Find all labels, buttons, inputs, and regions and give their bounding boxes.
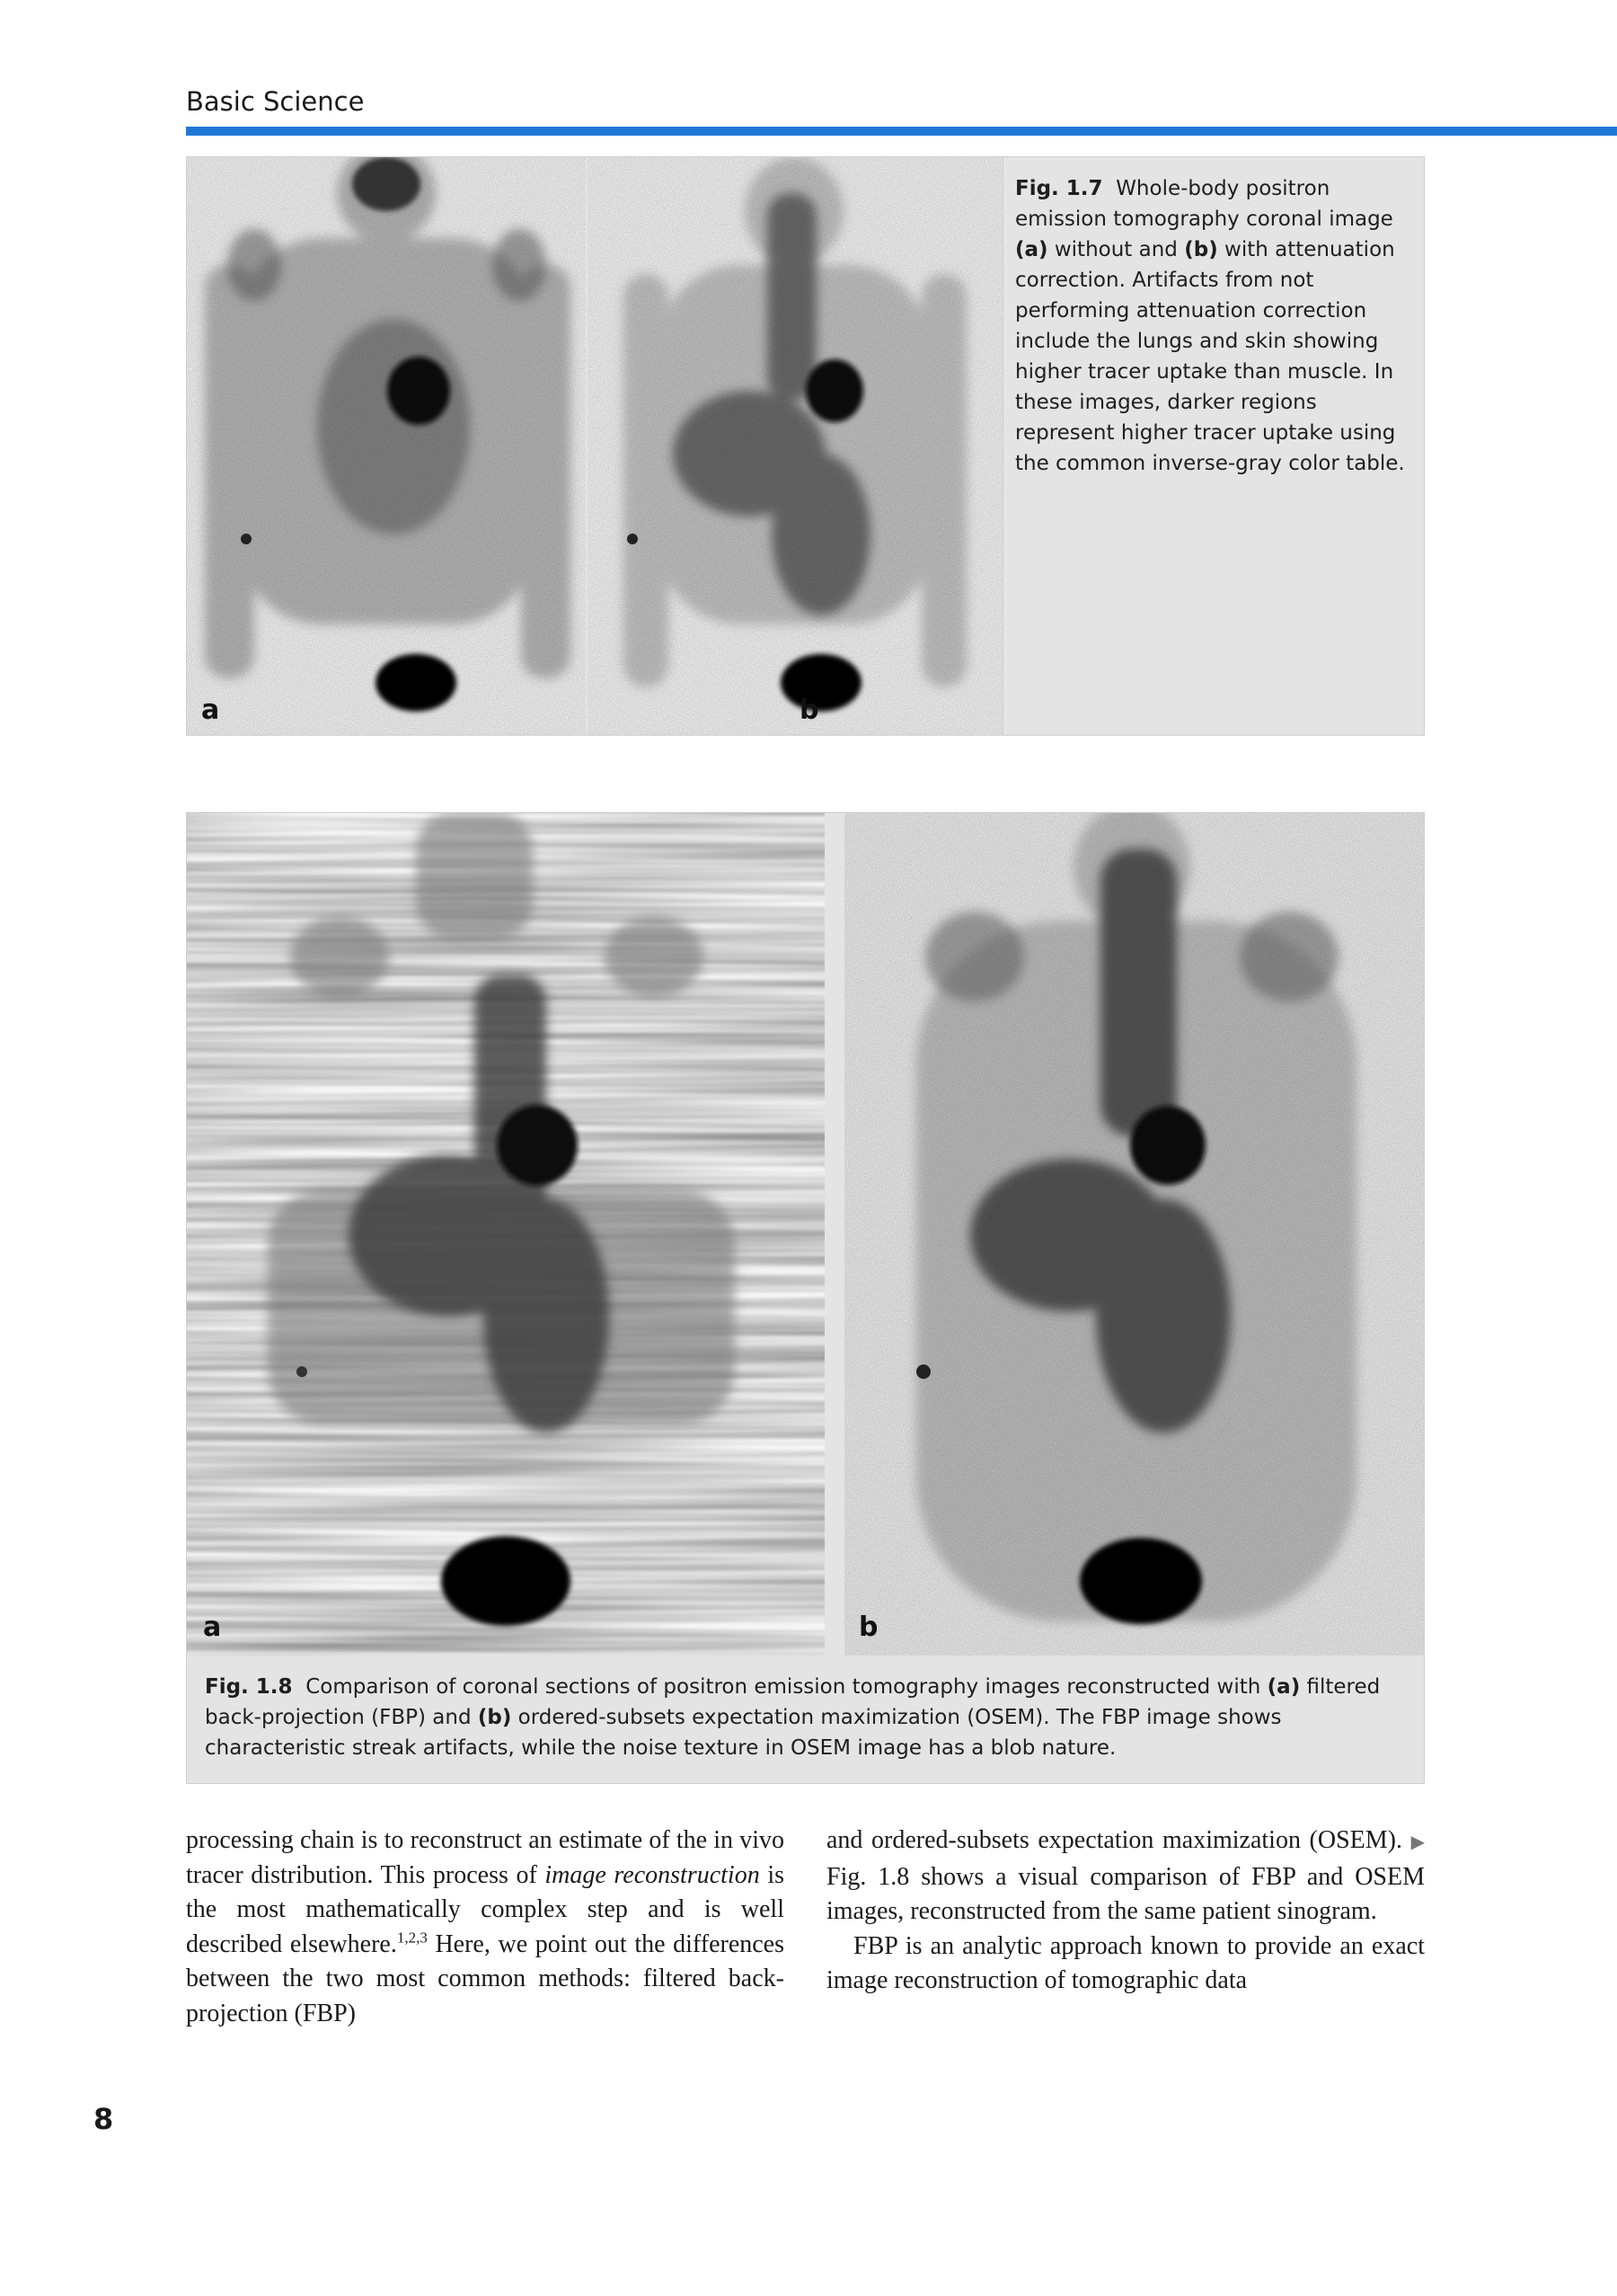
pet-image-fbp [187, 813, 825, 1656]
panel-label-a: a [203, 1612, 222, 1643]
header-rule [186, 127, 1617, 136]
running-head: Basic Science [186, 86, 365, 117]
emphasis: image reconstruction [544, 1860, 760, 1889]
caption-ref-a: (a) [1015, 238, 1048, 261]
pet-image-no-attenuation [187, 157, 586, 735]
caption-ref-a: (a) [1267, 1675, 1301, 1699]
figure-cross-reference[interactable]: Fig. 1.8 shows a visual comparison of FBP and OSEM images, reconstructed from the same patient sinogram. [826, 1862, 1425, 1925]
pet-image-attenuation-corrected [588, 157, 1003, 735]
body-column-left [186, 1824, 784, 2031]
caption-ref-b: (b) [477, 1706, 512, 1729]
figure-1-8-panel-b [844, 813, 1424, 1656]
caption-ref-b: (b) [1184, 238, 1218, 261]
citation-refs: 1,2,3 [396, 1929, 428, 1947]
figure-1-8 [186, 812, 1425, 1784]
panel-label-b: b [859, 1612, 879, 1643]
figure-1-8-caption: Fig. 1.8 Comparison of coronal sections of positron emission tomography images reconstructed with (a) filtered back-projection (FBP) and (b) ordered-subsets expectation maximization (OSEM). The FBP image shows characteristic streak artifacts, while the noise texture in OSEM image has a blob nature. [205, 1675, 1381, 1760]
figure-1-7-panel-b [588, 157, 1003, 735]
figure-label: Fig. 1.8 [205, 1675, 293, 1699]
body-column-right [826, 1824, 1425, 1999]
paragraph: processing chain is to reconstruct an estimate of the in vivo tracer distribution. This process of image reconstruction is the most mathematically complex step and is well described elsewhere.$^{1,2,3}$ Here, we point out the differences between the two most common methods: filtered back-projection (FBP) [186, 1826, 785, 2027]
panel-label-a: a [201, 694, 220, 726]
figure-label: Fig. 1.7 [1015, 177, 1103, 200]
pet-image-osem [844, 813, 1424, 1656]
paragraph: FBP is an analytic approach known to provide an exact image reconstruction of tomographic data [826, 1931, 1425, 1994]
figure-1-7-caption: Fig. 1.7 Whole-body positron emission tomography coronal image (a) without and (b) with attenuation correction. Artifacts from not performing attenuation correction include the lungs and skin showing higher tracer uptake than muscle. In these images, darker regions represent higher tracer uptake using the common inverse-gray color table. [1015, 177, 1405, 475]
page-number: 8 [93, 2102, 114, 2136]
figure-1-8-panel-a [187, 813, 825, 1656]
panel-label-b: b [800, 694, 819, 726]
figure-1-7-panel-a [187, 157, 586, 735]
figure-1-7 [186, 156, 1425, 736]
paragraph: and ordered-subsets expectation maximization (OSEM). ▶ Fig. 1.8 shows a visual comparison of FBP and OSEM images, reconstructed from the same patient sinogram. [826, 1826, 1425, 1925]
cross-reference-arrow-icon: ▶ [1410, 1832, 1425, 1852]
